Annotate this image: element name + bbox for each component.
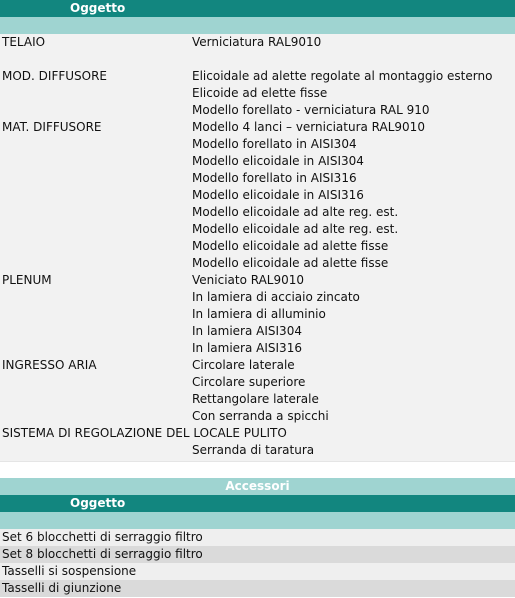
table-row <box>0 238 515 255</box>
list-item: Tasselli si sospensione <box>0 563 515 580</box>
option-item: Verniciatura RAL9010 <box>192 35 322 49</box>
table-row <box>0 170 515 187</box>
option-item: Rettangolare laterale <box>192 392 319 406</box>
table-row <box>0 136 515 153</box>
option-item: Circolare superiore <box>192 375 306 389</box>
option-item: Modello elicoidale ad alette fisse <box>192 239 389 253</box>
list-item: Set 6 blocchetti di serraggio filtro <box>0 529 515 546</box>
row-gap <box>0 51 515 68</box>
options-table <box>0 34 515 461</box>
option-item: Elicoidale ad alette regolate al montaggio esterno <box>192 69 493 83</box>
header-title: Oggetto <box>70 1 126 15</box>
table-row <box>0 323 515 340</box>
table-row <box>0 255 515 272</box>
option-item: Serranda di taratura <box>192 443 315 457</box>
table-row <box>0 442 515 459</box>
table-header <box>0 0 515 17</box>
option-item: Modello 4 lanci – verniciatura RAL9010 <box>192 120 425 134</box>
table-row <box>0 68 515 85</box>
list-item: Tasselli di giunzione <box>0 580 515 597</box>
option-item: Modello forellato in AISI304 <box>192 137 357 151</box>
option-item: Modello elicoidale ad alette fisse <box>192 256 389 270</box>
option-item: Veniciato RAL9010 <box>192 273 305 287</box>
table-row <box>0 391 515 408</box>
option-item: Con serranda a spicchi <box>192 409 329 423</box>
group-label: PLENUM <box>2 273 52 287</box>
table-row <box>0 119 515 136</box>
table-row <box>0 425 515 442</box>
accessori-band <box>0 512 515 529</box>
option-item: Modello elicoidale in AISI304 <box>192 154 364 168</box>
option-item: In lamiera di alluminio <box>192 307 326 321</box>
table-row <box>0 289 515 306</box>
table-row <box>0 306 515 323</box>
table-row <box>0 374 515 391</box>
table-row <box>0 221 515 238</box>
table-row <box>0 204 515 221</box>
group-label: MAT. DIFFUSORE <box>2 120 102 134</box>
option-item: Modello elicoidale ad alte reg. est. <box>192 205 399 219</box>
option-item: Modello elicoidale ad alte reg. est. <box>192 222 399 236</box>
option-item: Elicoide ad elette fisse <box>192 86 328 100</box>
option-item: In lamiera di acciaio zincato <box>192 290 360 304</box>
table-row <box>0 187 515 204</box>
group-label: SISTEMA DI REGOLAZIONE DEL LOCALE PULITO <box>2 426 287 440</box>
accessori-header <box>0 495 515 512</box>
table-row <box>0 408 515 425</box>
group-label: TELAIO <box>2 35 46 49</box>
list-item: Set 8 blocchetti di serraggio filtro <box>0 546 515 563</box>
table-row <box>0 34 515 51</box>
option-item: In lamiera AISI316 <box>192 341 302 355</box>
table-row <box>0 340 515 357</box>
table-row <box>0 153 515 170</box>
table-row <box>0 102 515 119</box>
table-row <box>0 357 515 374</box>
option-item: In lamiera AISI304 <box>192 324 302 338</box>
option-item: Circolare laterale <box>192 358 295 372</box>
option-item: Modello elicoidale in AISI316 <box>192 188 364 202</box>
divider <box>0 461 515 478</box>
header-band <box>0 17 515 34</box>
option-item: Modello forellato in AISI316 <box>192 171 357 185</box>
table-row <box>0 85 515 102</box>
section-title: Accessori <box>0 478 515 495</box>
group-label: INGRESSO ARIA <box>2 358 97 372</box>
group-label: MOD. DIFFUSORE <box>2 69 108 83</box>
option-item: Modello forellato - verniciatura RAL 910 <box>192 103 430 117</box>
table-row <box>0 272 515 289</box>
accessori-header-title: Oggetto <box>70 496 126 510</box>
